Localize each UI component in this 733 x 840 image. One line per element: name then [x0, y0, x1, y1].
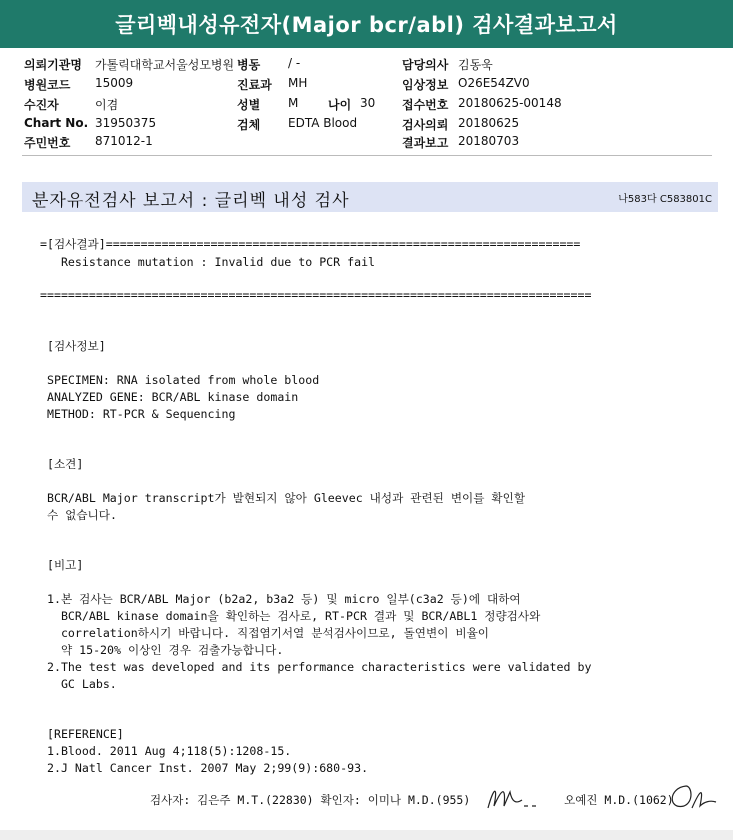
reference-line: 1.Blood. 2011 Aug 4;118(5):1208-15.: [40, 744, 292, 758]
label-resident-no: 주민번호: [24, 136, 71, 150]
value-specimen: EDTA Blood: [288, 116, 358, 130]
remarks-line: BCR/ABL kinase domain을 확인하는 검사로, RT-PCR 결과 및 BCR/ABL1 정량검사와: [40, 609, 541, 623]
label-hospital-code: 병원코드: [24, 78, 71, 92]
value-hospital-code: 15009: [95, 76, 134, 90]
remarks-line: 2.The test was developed and its performance characteristics were validated by: [40, 660, 592, 674]
label-request-date: 검사의뢰: [402, 118, 449, 132]
value-patient: 이겸: [95, 98, 119, 112]
value-institution: 가톨릭대학교서울성모병원: [95, 58, 235, 72]
label-report-date: 결과보고: [402, 136, 449, 150]
info-heading: [검사정보]: [40, 339, 106, 353]
label-patient: 수진자: [24, 98, 59, 112]
value-dept: MH: [288, 76, 308, 90]
reference-heading: [REFERENCE]: [40, 727, 124, 741]
value-doctor: 김동욱: [458, 58, 493, 72]
footer-bar: [0, 830, 733, 840]
label-sex: 성별: [237, 98, 261, 112]
remarks-line: 1.본 검사는 BCR/ABL Major (b2a2, b3a2 등) 및 micro 일부(c3a2 등)에 대하여: [40, 592, 521, 606]
section-band: [22, 182, 718, 212]
label-ward: 병동: [237, 58, 261, 72]
label-age: 나이: [328, 98, 352, 112]
opinion-line: 수 없습니다.: [40, 508, 117, 522]
value-ward: / -: [288, 56, 301, 70]
remarks-line: GC Labs.: [40, 677, 117, 691]
value-sex: M: [288, 96, 299, 110]
result-value: Resistance mutation : Invalid due to PCR fail: [40, 255, 376, 269]
opinion-line: BCR/ABL Major transcript가 발현되지 않아 Gleevec 내성과 관련된 변이를 확인할: [40, 491, 526, 505]
info-line: SPECIMEN: RNA isolated from whole blood: [40, 373, 320, 387]
confirmer-name: 확인자: 이미나 M.D.(955): [320, 793, 471, 807]
label-institution: 의뢰기관명: [24, 58, 82, 72]
label-clinical-info: 임상정보: [402, 78, 449, 92]
label-dept: 진료과: [237, 78, 272, 92]
reference-line: 2.J Natl Cancer Inst. 2007 May 2;99(9):680-93.: [40, 761, 369, 775]
label-receipt-no: 접수번호: [402, 98, 449, 112]
value-chart-no: 31950375: [95, 116, 157, 130]
signature-line: [150, 792, 674, 808]
doctor-signature-icon: [664, 780, 720, 814]
result-end-line: ===============================================================================: [40, 288, 592, 302]
label-specimen: 검체: [237, 118, 261, 132]
value-request-date: 20180625: [458, 116, 520, 130]
remarks-heading: [비고]: [40, 558, 84, 572]
value-report-date: 20180703: [458, 134, 520, 148]
value-clinical-info: O26E54ZV0: [458, 76, 530, 90]
remarks-line: 약 15-20% 이상인 경우 검출가능합니다.: [40, 643, 284, 657]
value-age: 30: [360, 96, 376, 110]
value-receipt-no: 20180625-00148: [458, 96, 562, 110]
doctor-name: 오예진 M.D.(1062): [564, 793, 674, 807]
divider: [22, 155, 712, 156]
section-code: 나583다 C583801C: [618, 194, 712, 205]
label-chart-no: Chart No.: [24, 116, 89, 130]
section-title: 분자유전검사 보고서 : 글리벡 내성 검사: [32, 191, 350, 211]
report-header: [0, 0, 733, 48]
result-header-line: =[검사결과]====================================================================: [40, 237, 581, 251]
confirmer-signature-icon: [484, 782, 544, 812]
info-line: ANALYZED GENE: BCR/ABL kinase domain: [40, 390, 299, 404]
value-resident-no: 871012-1: [95, 134, 153, 148]
label-doctor: 담당의사: [402, 58, 449, 72]
remarks-line: correlation하시기 바랍니다. 직접염기서열 분석검사이므로, 돌연변이 비율이: [40, 626, 489, 640]
opinion-heading: [소견]: [40, 457, 84, 471]
report-title: 글리벡내성유전자(Major bcr/abl) 검사결과보고서: [115, 13, 618, 37]
tester-name: 검사자: 김은주 M.T.(22830): [150, 793, 314, 807]
info-line: METHOD: RT-PCR & Sequencing: [40, 407, 236, 421]
